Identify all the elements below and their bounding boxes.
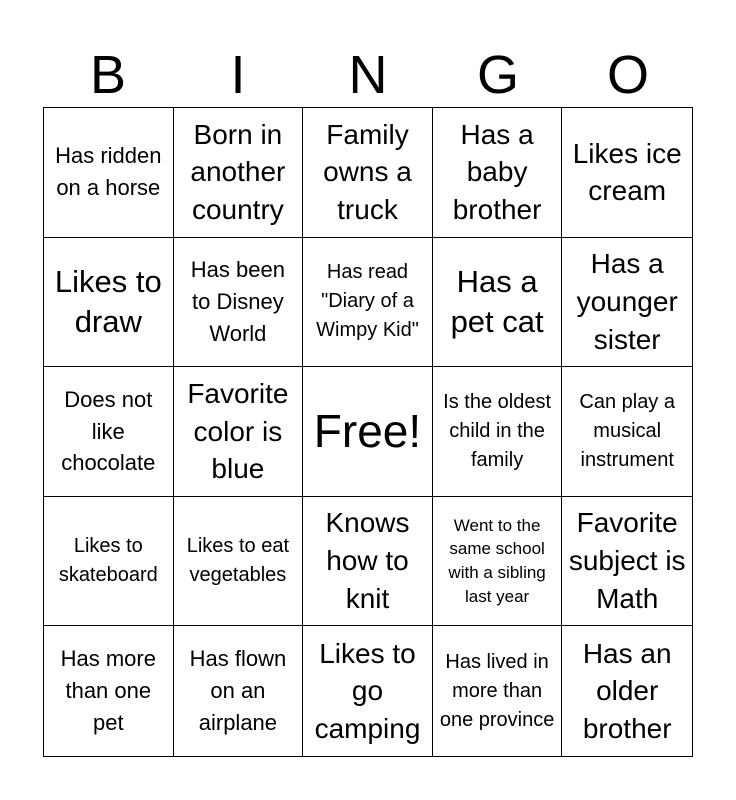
bingo-cell[interactable] bbox=[174, 367, 304, 497]
bingo-board bbox=[43, 107, 693, 757]
cell-text: Likes to go camping bbox=[314, 637, 421, 745]
bingo-header bbox=[43, 42, 693, 108]
cell-text: Family owns a truck bbox=[323, 118, 412, 226]
bingo-cell[interactable] bbox=[44, 626, 174, 756]
bingo-cell[interactable] bbox=[303, 497, 433, 627]
bingo-cell[interactable] bbox=[174, 108, 304, 238]
bingo-cell[interactable] bbox=[433, 497, 563, 627]
cell-text: Has been to Disney World bbox=[190, 257, 285, 346]
cell-text: Born in another country bbox=[190, 118, 286, 226]
cell-text: Can play a musical instrument bbox=[579, 390, 675, 471]
cell-text: Likes ice cream bbox=[572, 137, 682, 207]
bingo-cell[interactable] bbox=[44, 238, 174, 368]
bingo-cell[interactable] bbox=[303, 108, 433, 238]
bingo-cell[interactable] bbox=[562, 626, 692, 756]
cell-text: Is the oldest child in the family bbox=[443, 390, 552, 471]
cell-text: Has read "Diary of a Wimpy Kid" bbox=[316, 261, 419, 342]
free-space-cell[interactable] bbox=[303, 367, 433, 497]
bingo-cell[interactable] bbox=[44, 497, 174, 627]
header-letter-g: G bbox=[476, 45, 519, 105]
bingo-cell[interactable] bbox=[303, 238, 433, 368]
bingo-cell[interactable] bbox=[433, 238, 563, 368]
cell-text: Likes to draw bbox=[54, 263, 162, 339]
bingo-cell[interactable] bbox=[44, 367, 174, 497]
cell-text: Has an older brother bbox=[582, 637, 672, 745]
header-letter-i: I bbox=[230, 45, 246, 105]
bingo-cell[interactable] bbox=[433, 367, 563, 497]
bingo-cell[interactable] bbox=[433, 626, 563, 756]
header-letter-n: N bbox=[348, 45, 388, 105]
cell-text: Has a pet cat bbox=[450, 263, 544, 339]
header-letter-b: B bbox=[89, 45, 127, 105]
cell-text: Has a younger sister bbox=[576, 248, 678, 355]
bingo-cell[interactable] bbox=[303, 626, 433, 756]
bingo-cell[interactable] bbox=[562, 108, 692, 238]
bingo-cell[interactable] bbox=[433, 108, 563, 238]
bingo-cell[interactable] bbox=[562, 238, 692, 368]
bingo-cell[interactable] bbox=[44, 108, 174, 238]
cell-text: Went to the same school with a sibling last year bbox=[448, 515, 546, 606]
cell-text: Likes to skateboard bbox=[58, 535, 158, 587]
cell-text: Likes to eat vegetables bbox=[186, 535, 290, 587]
bingo-cell[interactable] bbox=[174, 497, 304, 627]
cell-text: Favorite color is blue bbox=[187, 377, 289, 485]
bingo-cell[interactable] bbox=[562, 497, 692, 627]
cell-text: Has flown on an airplane bbox=[189, 646, 287, 736]
bingo-cell[interactable] bbox=[174, 238, 304, 368]
cell-text: Favorite subject is Math bbox=[568, 507, 686, 614]
cell-text: Has more than one pet bbox=[60, 646, 156, 736]
cell-text: Knows how to knit bbox=[325, 507, 410, 614]
cell-text: Does not like chocolate bbox=[61, 386, 156, 476]
cell-text: Has ridden on a horse bbox=[55, 143, 162, 201]
header-letter-o: O bbox=[606, 45, 649, 105]
bingo-cell[interactable] bbox=[174, 626, 304, 756]
free-space-text: Free! bbox=[313, 405, 422, 458]
cell-text: Has lived in more than one province bbox=[439, 650, 555, 731]
bingo-cell[interactable] bbox=[562, 367, 692, 497]
cell-text: Has a baby brother bbox=[452, 118, 542, 226]
